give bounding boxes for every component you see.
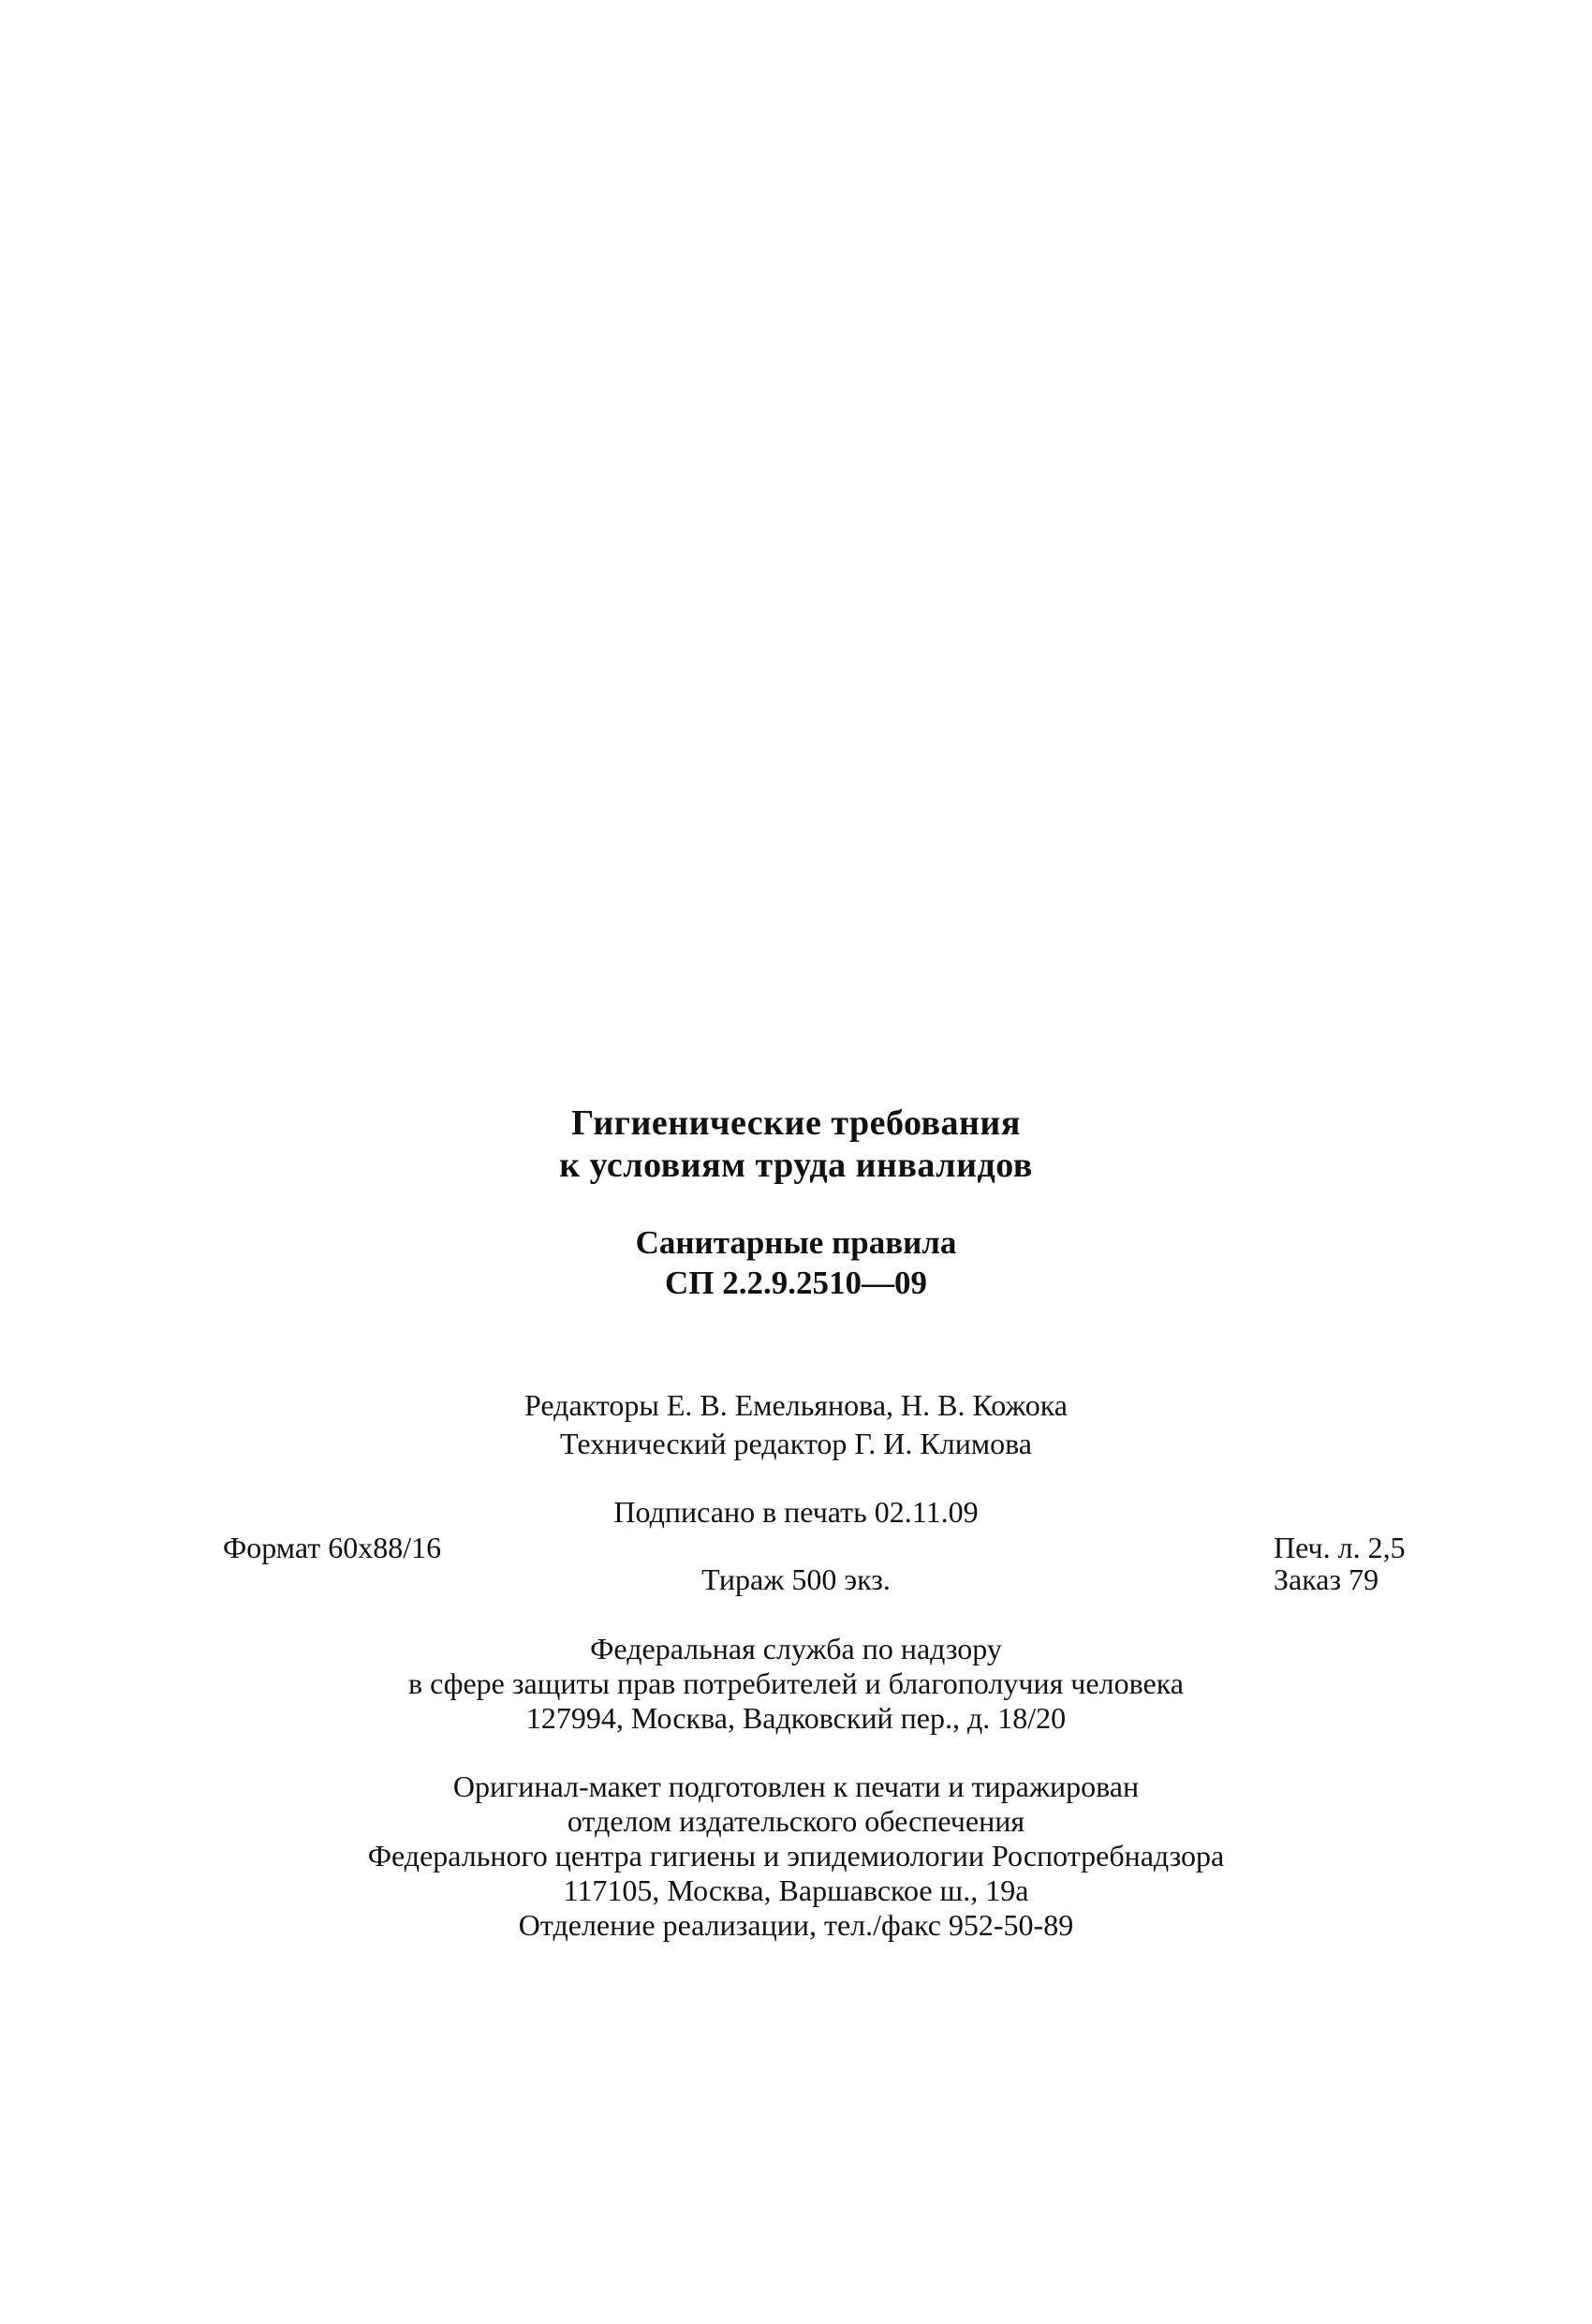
document-title-line-1: Гигиенические требования bbox=[571, 1103, 1021, 1143]
printer-line-3: Федерального центра гигиены и эпидемиологии Роспотребнадзора bbox=[367, 1839, 1225, 1873]
paper-format: Формат 60х88/16 bbox=[223, 1531, 442, 1564]
printed-sheets: Печ. л. 2,5 bbox=[1274, 1531, 1406, 1564]
printer-line-1: Оригинал-макет подготовлен к печати и тиражирован bbox=[452, 1769, 1140, 1803]
publisher-line-2: в сфере защиты прав потребителей и благополучия человека bbox=[408, 1666, 1184, 1700]
printer-line-2: отделом издательского обеспечения bbox=[567, 1804, 1025, 1838]
publisher-address: 127994, Москва, Вадковский пер., д. 18/20 bbox=[525, 1701, 1067, 1735]
printer-address: 117105, Москва, Варшавское ш., 19а bbox=[563, 1873, 1029, 1907]
technical-editor-line: Технический редактор Г. И. Климова bbox=[560, 1427, 1032, 1460]
document-title-line-2: к условиям труда инвалидов bbox=[559, 1146, 1033, 1185]
publisher-line-1: Федеральная служба по надзору bbox=[590, 1632, 1002, 1665]
document-code: СП 2.2.9.2510—09 bbox=[665, 1265, 927, 1301]
editors-line: Редакторы Е. В. Емельянова, Н. В. Кожока bbox=[524, 1388, 1068, 1422]
document-type-label: Санитарные правила bbox=[635, 1224, 957, 1261]
order-number: Заказ 79 bbox=[1274, 1562, 1379, 1596]
signed-for-print: Подписано в печать 02.11.09 bbox=[613, 1495, 979, 1529]
circulation: Тираж 500 экз. bbox=[701, 1562, 891, 1596]
sales-department-contact: Отделение реализации, тел./факс 952-50-89 bbox=[518, 1908, 1074, 1942]
